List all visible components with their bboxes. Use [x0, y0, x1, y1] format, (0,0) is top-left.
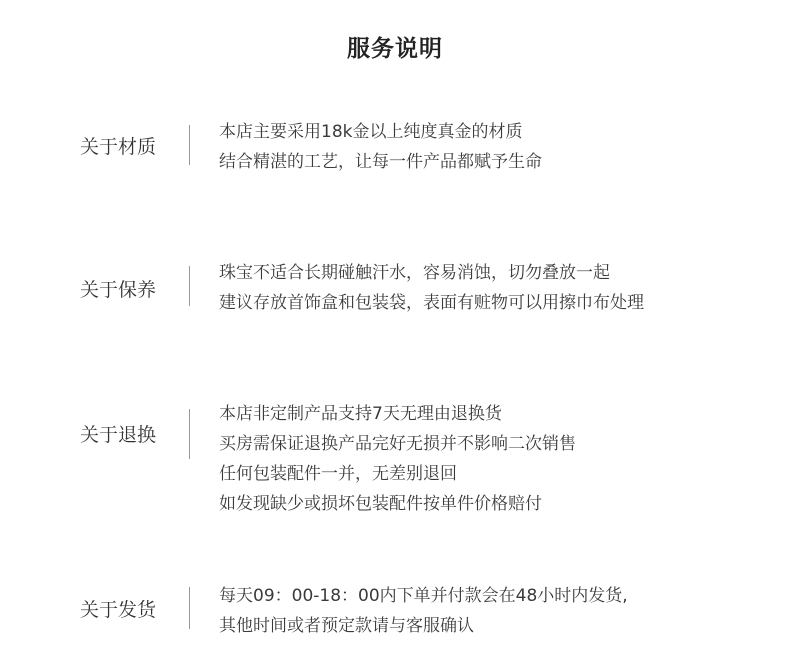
- section-label-material: 关于材质: [80, 136, 157, 158]
- section-divider: [189, 266, 190, 306]
- section-shipping: [0, 581, 790, 641]
- text-line: 建议存放首饰盒和包装袋，表面有赃物可以用擦巾布处理: [219, 293, 644, 313]
- section-material: [0, 117, 790, 177]
- section-label-returns: 关于退换: [80, 424, 157, 446]
- section-label-shipping: 关于发货: [80, 599, 157, 621]
- section-text-shipping: [219, 581, 628, 641]
- section-text-returns: [219, 399, 576, 519]
- text-line: 本店主要采用18k金以上纯度真金的材质: [219, 122, 523, 142]
- section-care: [0, 258, 790, 318]
- text-line: 如发现缺少或损坏包装配件按单件价格赔付: [219, 494, 542, 514]
- text-line: 结合精湛的工艺，让每一件产品都赋予生命: [219, 152, 542, 172]
- text-line: 本店非定制产品支持7天无理由退换货: [219, 404, 502, 424]
- text-line: 其他时间或者预定款请与客服确认: [219, 616, 474, 636]
- text-line: 任何包装配件一并，无差别退回: [219, 464, 457, 484]
- text-line: 每天09：00-18：00内下单并付款会在48小时内发货,: [219, 586, 628, 606]
- section-divider: [189, 125, 190, 165]
- section-divider: [189, 587, 190, 629]
- section-text-material: [219, 117, 542, 177]
- page-title: 服务说明: [347, 36, 443, 62]
- section-text-care: [219, 258, 644, 318]
- section-returns: [0, 399, 790, 519]
- section-label-care: 关于保养: [80, 279, 157, 301]
- text-line: 珠宝不适合长期碰触汗水，容易消蚀，切勿叠放一起: [219, 263, 610, 283]
- section-divider: [189, 409, 190, 459]
- text-line: 买房需保证退换产品完好无损并不影响二次销售: [219, 434, 576, 454]
